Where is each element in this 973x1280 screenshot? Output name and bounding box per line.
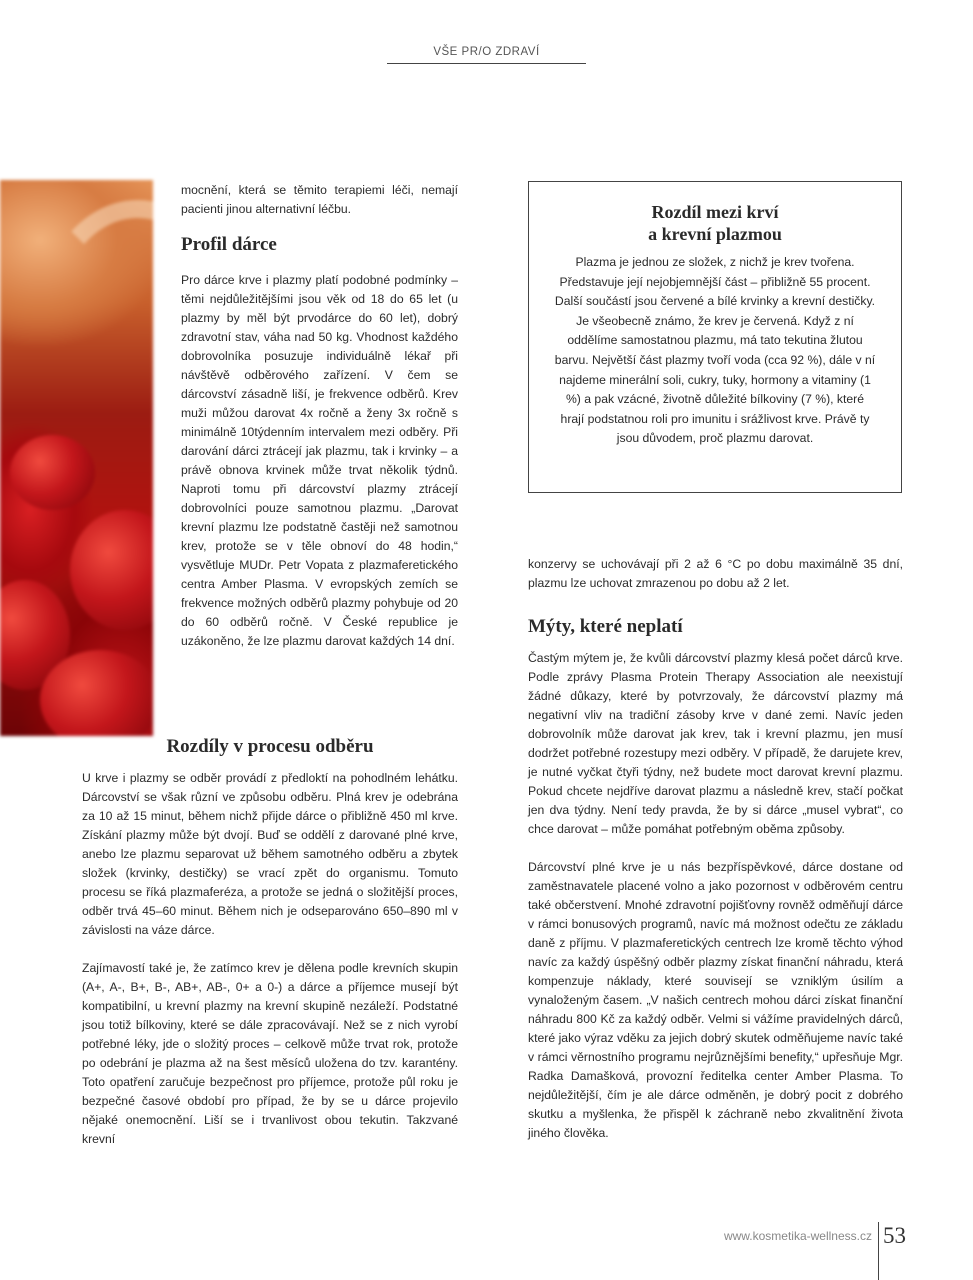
- column-left-upper: [181, 181, 458, 651]
- heading-rozdily: Rozdíly v procesu odběru: [166, 736, 374, 757]
- info-box: [528, 181, 902, 493]
- info-box-title-line1: Rozdíl mezi krví: [651, 202, 779, 222]
- column-left-lower: [82, 735, 458, 1149]
- article-photo: [0, 180, 153, 736]
- footer-divider: [878, 1222, 879, 1280]
- section-header: VŠE PR/O ZDRAVÍ: [387, 46, 586, 64]
- info-box-title-line2: a krevní plazmou: [648, 224, 782, 244]
- paragraph-myty: Častým mýtem je, že kvůli dárcovství plazmy klesá počet dárců krve. Podle zprávy Plasma Protein Therapy Association ale neexistují žádné důkazy, které by potvrzovaly, že dárcovství plazmy má negativní vliv na tradiční zásoby krve v dané zemi. Navíc jeden dobrovolník může darovat jak krev, tak i krevní plazmu, jen musí dodržet potřebné rozestupy mezi odběry. V případě, že darujete krev, je nutné vyčkat čtyři týdny, než budete moct darovat krevní plazmu. Pokud chcete nejdříve darovat plazmu a následně krev, stačí počkat jen dva týdny. Není tedy pravda, že by si dárce „musel vybrat“, co chce darovat – může pomáhat potřebným oběma způsoby.: [528, 651, 903, 836]
- intro-paragraph: mocnění, která se těmito terapiemi léči, nemají pacienti jinou alternativní léčbu.: [181, 183, 458, 216]
- paragraph-rozdily: U krve i plazmy se odběr provádí z předloktí na pohodlném lehátku. Dárcovství se však různí ve způsobu odběru. Plná krev je odebrána za 10 až 15 minut, během nichž přijde dárce o přibližně 450 ml krve. Získání plazmy může být dvojí. Buď se oddělí z darované plné krve, anebo lze plazmu separovat už během samotného odběru a zbytek složek (krvinky, destičky) se vrací zpět do organismu. Tomuto procesu se říká plazmaferéza, a protože se jedná o složitější proces, odběr trvá 45–60 minut. Během nich je odseparováno 650–890 ml v závislosti na váze dárce.: [82, 771, 458, 937]
- paragraph-zajimavost: Zajímavostí také je, že zatímco krev je dělena podle krevních skupin (A+, A-, B+, B-, AB+, AB-, 0+ a 0-) a dárce a příjemce musejí být kompatibilní, u krevní plazmy na krevní skupině nezáleží. Podstatné jsou totiž bílkoviny, které se dále zpracovávají. Než se z nich vyrobí potřebné léky, jde o složitý proces – celkově může trvat rok, protože po odebrání je plazma až na šest měsíců uložena do tzv. karantény. Toto opatření zaručuje bezpečnost pro příjemce, protože půl roku je bezpečné časové období pro případ, že by se u dárce projevilo nějaké onemocnění. Liší se i trvanlivost obou tekutin. Takzvané krevní: [82, 961, 458, 1146]
- heading-myty: Mýty, které neplatí: [528, 616, 683, 637]
- info-box-title: [553, 201, 877, 245]
- column-right: [528, 555, 903, 1143]
- info-box-body: Plazma je jednou ze složek, z nichž je krev tvořena. Představuje její nejobjemnější část – přibližně 55 procent. Další součástí jsou červené a bílé krvinky a krevní destičky. Je všeobecně známo, že krev je červená. Když z ní oddělíme samostatnou plazmu, má tato tekutina žlutou barvu. Největší část plazmy tvoří voda (cca 92 %), dále v ní najdeme minerální soli, cukry, tuky, hormony a vitaminy (1 %) a pak vzácné, životně důležité bílkoviny (7 %), které hrají podstatnou roli pro imunitu i srážlivost krve. Právě ty jsou důvodem, proč plazmu darovat.: [554, 255, 876, 446]
- page-number: 53: [883, 1223, 906, 1248]
- paragraph-konzervy: konzervy se uchovávají při 2 až 6 °C po dobu maximálně 35 dní, plazmu lze uchovat zmrazenou po dobu až 2 let.: [528, 557, 903, 590]
- paragraph-profil-darce: Pro dárce krve i plazmy platí podobné podmínky – těmi nejdůležitějšími jsou věk od 18 do 65 let (u plazmy by měl být prvodárce do 60 let), dobrý zdravotní stav, váha nad 50 kg. Vhodnost každého dobrovolníka posuzuje individuálně lékař při návštěvě odběrového zařízení. V čem se dárcovství zásadně liší, je frekvence odběrů. Krev muži můžou darovat 4x ročně a ženy 3x ročně s minimálně 10týdenním intervalem mezi odběry. Při darování dárci ztrácejí jak plazmu, tak i krvinky – a právě obnova krvinek může trvat několik týdnů. Naproti tomu při dárcovství plazmy ztrácejí dobrovolníci pouze samotnou plazmu. „Darovat krevní plazmu lze podstatně častěji než samotnou krev, protože se v těle obnoví do 48 hodin,“ vysvětluje MUDr. Petr Vopata z plazmaferetického centra Amber Plasma. V evropských zemích se frekvence možných odběrů plazmy pohybuje od 20 do 60 odběrů ročně. V České republice je uzákoněno, že lze plazmu darovat každých 14 dní.: [181, 273, 458, 648]
- footer-url: www.kosmetika-wellness.cz: [723, 1229, 872, 1243]
- paragraph-darcovstvi: Dárcovství plné krve je u nás bezpříspěvkové, dárce dostane od zaměstnavatele placené volno a jako pozornost v odběrovém centru také občerstvení. Mnohé zdravotní pojišťovny rovněž odměňují dárce v rámci bonusových programů, navíc má možnost odečtu ze základu daně z příjmu. V plazmaferetických centrech lze kromě těchto výhod navíc za každý úspěšný odběr plazmy získat finanční náhradu, která kompenzuje náklady, které souvisejí se vzniklým úsilím a vynaloženým časem. „V našich centrech mohou dárci získat finanční náhradu 800 Kč za každý odběr. Velmi si vážíme pravidelných dárců, které jako výraz vděku za jejich dobrý skutek odměňujeme navíc také v rámci věrnostního programu nejrůznějšími benefity,“ upřesňuje Mgr. Radka Damašková, provozní ředitelka center Amber Plasma. To nejdůležitější, čím je ale dárce odměněn, je dobrý pocit z dobrého skutku a myšlenka, že přispěl k záchraně nebo zkvalitnění života jiného člověka.: [528, 860, 903, 1140]
- heading-profil-darce: Profil dárce: [181, 234, 277, 255]
